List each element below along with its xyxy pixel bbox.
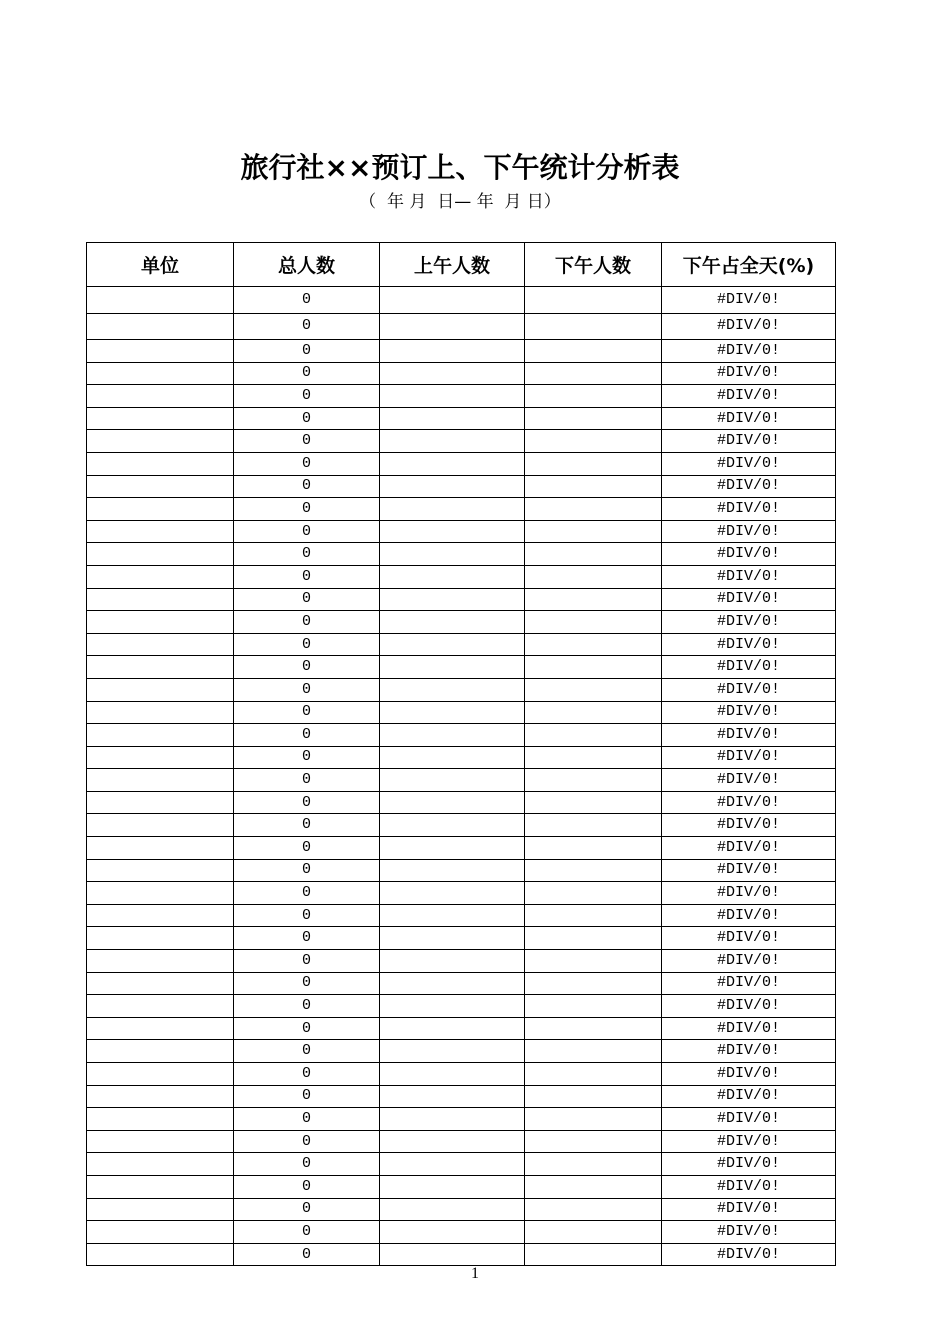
cell-morning xyxy=(380,837,525,860)
cell-morning xyxy=(380,1198,525,1221)
cell-morning xyxy=(380,859,525,882)
cell-total: 0 xyxy=(234,475,380,498)
table-row xyxy=(87,791,836,814)
cell-unit xyxy=(87,633,234,656)
cell-total: 0 xyxy=(234,313,380,340)
cell-morning xyxy=(380,498,525,521)
cell-unit xyxy=(87,588,234,611)
cell-afternoon-percent: #DIV/0! xyxy=(662,475,836,498)
cell-morning xyxy=(380,611,525,634)
cell-total: 0 xyxy=(234,565,380,588)
cell-afternoon xyxy=(525,837,662,860)
cell-total: 0 xyxy=(234,724,380,747)
table-row xyxy=(87,287,836,314)
table-row xyxy=(87,1243,836,1266)
column-header-total: 总人数 xyxy=(234,243,380,287)
cell-unit xyxy=(87,407,234,430)
cell-morning xyxy=(380,313,525,340)
cell-morning xyxy=(380,656,525,679)
cell-afternoon-percent: #DIV/0! xyxy=(662,1108,836,1131)
cell-morning xyxy=(380,1243,525,1266)
cell-unit xyxy=(87,1175,234,1198)
cell-unit xyxy=(87,927,234,950)
table-row xyxy=(87,407,836,430)
cell-morning xyxy=(380,588,525,611)
cell-unit xyxy=(87,678,234,701)
cell-afternoon-percent: #DIV/0! xyxy=(662,1198,836,1221)
cell-afternoon xyxy=(525,313,662,340)
table-body xyxy=(87,287,836,1266)
cell-morning xyxy=(380,1063,525,1086)
table-row xyxy=(87,904,836,927)
cell-morning xyxy=(380,1017,525,1040)
table-row xyxy=(87,520,836,543)
cell-morning xyxy=(380,769,525,792)
cell-morning xyxy=(380,340,525,363)
cell-afternoon-percent: #DIV/0! xyxy=(662,678,836,701)
cell-afternoon xyxy=(525,814,662,837)
cell-total: 0 xyxy=(234,1108,380,1131)
cell-morning xyxy=(380,791,525,814)
cell-unit xyxy=(87,1063,234,1086)
cell-total: 0 xyxy=(234,1175,380,1198)
cell-morning xyxy=(380,633,525,656)
table-row xyxy=(87,1198,836,1221)
cell-afternoon-percent: #DIV/0! xyxy=(662,859,836,882)
cell-morning xyxy=(380,362,525,385)
cell-afternoon-percent: #DIV/0! xyxy=(662,769,836,792)
cell-unit xyxy=(87,452,234,475)
cell-total: 0 xyxy=(234,972,380,995)
cell-total: 0 xyxy=(234,1221,380,1244)
cell-morning xyxy=(380,1175,525,1198)
cell-afternoon xyxy=(525,1085,662,1108)
cell-afternoon xyxy=(525,724,662,747)
cell-total: 0 xyxy=(234,882,380,905)
table-row xyxy=(87,340,836,363)
cell-unit xyxy=(87,565,234,588)
cell-afternoon-percent: #DIV/0! xyxy=(662,927,836,950)
cell-afternoon xyxy=(525,1063,662,1086)
cell-total: 0 xyxy=(234,633,380,656)
cell-morning xyxy=(380,724,525,747)
cell-total: 0 xyxy=(234,995,380,1018)
cell-afternoon-percent: #DIV/0! xyxy=(662,1243,836,1266)
table-row xyxy=(87,1040,836,1063)
cell-unit xyxy=(87,972,234,995)
cell-unit xyxy=(87,340,234,363)
cell-afternoon-percent: #DIV/0! xyxy=(662,1085,836,1108)
cell-total: 0 xyxy=(234,678,380,701)
cell-afternoon xyxy=(525,611,662,634)
cell-afternoon xyxy=(525,588,662,611)
table-row xyxy=(87,814,836,837)
cell-total: 0 xyxy=(234,950,380,973)
cell-afternoon xyxy=(525,520,662,543)
table-row xyxy=(87,701,836,724)
cell-unit xyxy=(87,313,234,340)
cell-unit xyxy=(87,498,234,521)
table-row xyxy=(87,452,836,475)
cell-unit xyxy=(87,520,234,543)
table-row xyxy=(87,588,836,611)
cell-afternoon xyxy=(525,287,662,314)
table-row xyxy=(87,972,836,995)
cell-afternoon-percent: #DIV/0! xyxy=(662,1017,836,1040)
cell-afternoon xyxy=(525,565,662,588)
cell-unit xyxy=(87,791,234,814)
cell-afternoon xyxy=(525,746,662,769)
cell-afternoon-percent: #DIV/0! xyxy=(662,611,836,634)
cell-afternoon xyxy=(525,769,662,792)
column-header-unit: 单位 xyxy=(87,243,234,287)
table-row xyxy=(87,995,836,1018)
cell-afternoon xyxy=(525,633,662,656)
statistics-table xyxy=(86,242,836,1266)
table-row xyxy=(87,1063,836,1086)
table-row xyxy=(87,1085,836,1108)
cell-afternoon xyxy=(525,882,662,905)
cell-afternoon-percent: #DIV/0! xyxy=(662,791,836,814)
cell-unit xyxy=(87,837,234,860)
cell-afternoon-percent: #DIV/0! xyxy=(662,1130,836,1153)
cell-unit xyxy=(87,1085,234,1108)
cell-total: 0 xyxy=(234,814,380,837)
cell-afternoon-percent: #DIV/0! xyxy=(662,565,836,588)
cell-afternoon-percent: #DIV/0! xyxy=(662,1175,836,1198)
cell-unit xyxy=(87,475,234,498)
cell-total: 0 xyxy=(234,520,380,543)
cell-afternoon xyxy=(525,1221,662,1244)
cell-afternoon xyxy=(525,1153,662,1176)
cell-afternoon-percent: #DIV/0! xyxy=(662,972,836,995)
cell-total: 0 xyxy=(234,791,380,814)
cell-total: 0 xyxy=(234,904,380,927)
cell-afternoon-percent: #DIV/0! xyxy=(662,452,836,475)
cell-morning xyxy=(380,701,525,724)
cell-afternoon-percent: #DIV/0! xyxy=(662,656,836,679)
cell-unit xyxy=(87,950,234,973)
cell-total: 0 xyxy=(234,430,380,453)
cell-afternoon xyxy=(525,340,662,363)
cell-afternoon-percent: #DIV/0! xyxy=(662,340,836,363)
cell-unit xyxy=(87,814,234,837)
cell-afternoon xyxy=(525,859,662,882)
cell-unit xyxy=(87,385,234,408)
cell-morning xyxy=(380,678,525,701)
cell-afternoon xyxy=(525,543,662,566)
cell-total: 0 xyxy=(234,452,380,475)
table-row xyxy=(87,475,836,498)
table-row xyxy=(87,882,836,905)
cell-afternoon xyxy=(525,950,662,973)
table-row xyxy=(87,950,836,973)
cell-morning xyxy=(380,430,525,453)
column-header-afternoon-percent: 下午占全天(%) xyxy=(662,243,836,287)
cell-afternoon-percent: #DIV/0! xyxy=(662,588,836,611)
cell-unit xyxy=(87,1153,234,1176)
cell-morning xyxy=(380,1221,525,1244)
cell-afternoon-percent: #DIV/0! xyxy=(662,498,836,521)
cell-total: 0 xyxy=(234,1040,380,1063)
cell-total: 0 xyxy=(234,746,380,769)
cell-morning xyxy=(380,407,525,430)
column-header-afternoon: 下午人数 xyxy=(525,243,662,287)
cell-morning xyxy=(380,1108,525,1131)
cell-morning xyxy=(380,814,525,837)
cell-morning xyxy=(380,543,525,566)
page-title: 旅行社××预订上、下午统计分析表 xyxy=(240,151,680,184)
cell-total: 0 xyxy=(234,1153,380,1176)
cell-morning xyxy=(380,746,525,769)
cell-total: 0 xyxy=(234,543,380,566)
cell-morning xyxy=(380,995,525,1018)
cell-afternoon xyxy=(525,1243,662,1266)
cell-unit xyxy=(87,1108,234,1131)
cell-afternoon-percent: #DIV/0! xyxy=(662,701,836,724)
cell-unit xyxy=(87,859,234,882)
cell-morning xyxy=(380,287,525,314)
cell-morning xyxy=(380,1085,525,1108)
cell-afternoon xyxy=(525,972,662,995)
cell-afternoon xyxy=(525,904,662,927)
cell-unit xyxy=(87,611,234,634)
table-row xyxy=(87,611,836,634)
cell-morning xyxy=(380,972,525,995)
cell-afternoon xyxy=(525,430,662,453)
cell-unit xyxy=(87,362,234,385)
cell-morning xyxy=(380,904,525,927)
cell-afternoon xyxy=(525,1130,662,1153)
cell-total: 0 xyxy=(234,1017,380,1040)
table-row xyxy=(87,859,836,882)
cell-afternoon xyxy=(525,995,662,1018)
cell-unit xyxy=(87,430,234,453)
cell-afternoon-percent: #DIV/0! xyxy=(662,950,836,973)
cell-total: 0 xyxy=(234,656,380,679)
table-row xyxy=(87,313,836,340)
table-row xyxy=(87,656,836,679)
cell-afternoon-percent: #DIV/0! xyxy=(662,995,836,1018)
cell-afternoon-percent: #DIV/0! xyxy=(662,543,836,566)
cell-afternoon-percent: #DIV/0! xyxy=(662,1153,836,1176)
cell-unit xyxy=(87,1243,234,1266)
cell-morning xyxy=(380,950,525,973)
cell-total: 0 xyxy=(234,611,380,634)
table-row xyxy=(87,724,836,747)
cell-total: 0 xyxy=(234,588,380,611)
table-row xyxy=(87,678,836,701)
cell-afternoon-percent: #DIV/0! xyxy=(662,407,836,430)
cell-total: 0 xyxy=(234,340,380,363)
cell-afternoon xyxy=(525,475,662,498)
cell-total: 0 xyxy=(234,927,380,950)
cell-total: 0 xyxy=(234,837,380,860)
table-row xyxy=(87,498,836,521)
cell-morning xyxy=(380,882,525,905)
cell-afternoon-percent: #DIV/0! xyxy=(662,814,836,837)
cell-morning xyxy=(380,1040,525,1063)
cell-unit xyxy=(87,904,234,927)
cell-afternoon-percent: #DIV/0! xyxy=(662,313,836,340)
cell-unit xyxy=(87,656,234,679)
cell-unit xyxy=(87,1017,234,1040)
cell-unit xyxy=(87,1130,234,1153)
date-range: （ 年 月 日— 年 月 日） xyxy=(359,192,561,212)
cell-afternoon-percent: #DIV/0! xyxy=(662,430,836,453)
page-number: 1 xyxy=(471,1265,479,1282)
cell-unit xyxy=(87,1198,234,1221)
cell-unit xyxy=(87,746,234,769)
cell-unit xyxy=(87,543,234,566)
cell-morning xyxy=(380,1130,525,1153)
table-row xyxy=(87,565,836,588)
table-header-row xyxy=(87,243,836,287)
cell-total: 0 xyxy=(234,385,380,408)
cell-morning xyxy=(380,452,525,475)
cell-afternoon-percent: #DIV/0! xyxy=(662,882,836,905)
cell-afternoon-percent: #DIV/0! xyxy=(662,724,836,747)
cell-afternoon xyxy=(525,452,662,475)
table-row xyxy=(87,543,836,566)
table-row xyxy=(87,769,836,792)
cell-afternoon-percent: #DIV/0! xyxy=(662,1040,836,1063)
cell-afternoon-percent: #DIV/0! xyxy=(662,385,836,408)
cell-afternoon xyxy=(525,407,662,430)
cell-afternoon xyxy=(525,1017,662,1040)
cell-unit xyxy=(87,769,234,792)
cell-total: 0 xyxy=(234,769,380,792)
cell-morning xyxy=(380,520,525,543)
cell-afternoon xyxy=(525,1040,662,1063)
cell-total: 0 xyxy=(234,1243,380,1266)
cell-morning xyxy=(380,385,525,408)
cell-afternoon xyxy=(525,791,662,814)
table-row xyxy=(87,927,836,950)
table-row xyxy=(87,1221,836,1244)
cell-afternoon xyxy=(525,656,662,679)
cell-total: 0 xyxy=(234,1130,380,1153)
cell-total: 0 xyxy=(234,498,380,521)
cell-morning xyxy=(380,1153,525,1176)
cell-afternoon-percent: #DIV/0! xyxy=(662,287,836,314)
cell-total: 0 xyxy=(234,362,380,385)
cell-afternoon xyxy=(525,1175,662,1198)
cell-unit xyxy=(87,882,234,905)
table-row xyxy=(87,1153,836,1176)
cell-afternoon-percent: #DIV/0! xyxy=(662,520,836,543)
cell-total: 0 xyxy=(234,1198,380,1221)
cell-afternoon xyxy=(525,385,662,408)
cell-afternoon xyxy=(525,1198,662,1221)
cell-afternoon-percent: #DIV/0! xyxy=(662,1063,836,1086)
table-row xyxy=(87,1108,836,1131)
table-row xyxy=(87,1130,836,1153)
table-row xyxy=(87,362,836,385)
table-row xyxy=(87,1175,836,1198)
cell-afternoon xyxy=(525,1108,662,1131)
cell-unit xyxy=(87,995,234,1018)
table-row xyxy=(87,633,836,656)
cell-morning xyxy=(380,927,525,950)
cell-afternoon-percent: #DIV/0! xyxy=(662,1221,836,1244)
cell-afternoon-percent: #DIV/0! xyxy=(662,904,836,927)
table-row xyxy=(87,430,836,453)
table-row xyxy=(87,1017,836,1040)
column-header-morning: 上午人数 xyxy=(380,243,525,287)
cell-unit xyxy=(87,1221,234,1244)
cell-afternoon xyxy=(525,701,662,724)
cell-afternoon xyxy=(525,362,662,385)
table-row xyxy=(87,837,836,860)
cell-total: 0 xyxy=(234,407,380,430)
cell-unit xyxy=(87,724,234,747)
cell-afternoon xyxy=(525,678,662,701)
cell-total: 0 xyxy=(234,701,380,724)
cell-unit xyxy=(87,1040,234,1063)
cell-morning xyxy=(380,565,525,588)
table-row xyxy=(87,746,836,769)
cell-total: 0 xyxy=(234,859,380,882)
cell-afternoon xyxy=(525,927,662,950)
cell-unit xyxy=(87,701,234,724)
cell-afternoon-percent: #DIV/0! xyxy=(662,746,836,769)
cell-total: 0 xyxy=(234,287,380,314)
cell-afternoon xyxy=(525,498,662,521)
cell-afternoon-percent: #DIV/0! xyxy=(662,633,836,656)
cell-morning xyxy=(380,475,525,498)
cell-afternoon-percent: #DIV/0! xyxy=(662,362,836,385)
cell-total: 0 xyxy=(234,1085,380,1108)
cell-afternoon-percent: #DIV/0! xyxy=(662,837,836,860)
cell-unit xyxy=(87,287,234,314)
table-row xyxy=(87,385,836,408)
cell-total: 0 xyxy=(234,1063,380,1086)
